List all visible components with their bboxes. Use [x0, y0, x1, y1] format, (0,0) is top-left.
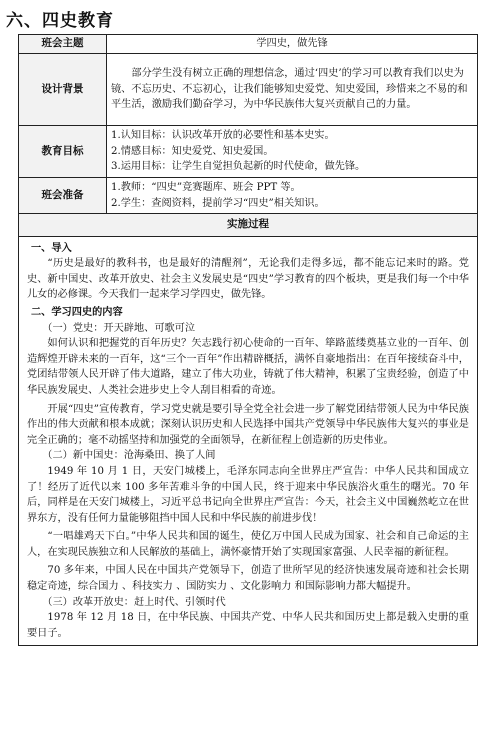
process-body [19, 236, 478, 646]
class-meeting-table [18, 34, 478, 646]
paragraph: 开展“四史”宣传教育，学习党史就是要引导全党全社会进一步了解党团结带领人民为中华民族作出的伟大贡献和根本成就；深刻认识历史和人民选择中国共产党领导中华民族伟大复兴的事业是完全正确的；毫不动摇坚持和加强党的全面领导，在新征程上创造新的历史伟业。 [27, 403, 469, 446]
paragraph: 1949 年 10 月 1 日，天安门城楼上，毛泽东同志向全世界庄严宣告：中华人民共和国成立了！经历了近代以来 100 多年苦难斗争的中国人民，终于迎来中华民族浴火重生的曙光。70 年后，同样是在天安门城楼上，习近平总书记向全世界庄严宣告：今天，社会主义中国巍然屹立在世界东方，没有任何力量能够阻挡中国人民和中华民族的前进步伐！ [27, 465, 469, 524]
row-process-body [19, 236, 478, 646]
goal-item: 1.认知目标：认识改革开放的必要性和基本史实。 [111, 130, 335, 142]
process-title: 实施过程 [19, 214, 478, 237]
background-text: 部分学生没有树立正确的理想信念，通过‘四史’的学习可以教育我们以史为镜、不忘历史、不忘初心，让我们能够知史爱党、知史爱国，珍惜来之不易的和平生活，激励我们勤奋学习，为中华民族伟大复兴贡献自己的力量。 [111, 68, 468, 111]
goal-item: 2.情感目标：知史爱党、知史爱国。 [111, 145, 274, 157]
label-background: 设计背景 [19, 54, 107, 126]
label-prep: 班会准备 [19, 178, 107, 214]
section-intro-title: 一、导入 [31, 242, 72, 254]
paragraph: 70 多年来，中国人民在中国共产党领导下，创造了世所罕见的经济快速发展奇迹和社会长期稳定奇迹，综合国力 、科技实力 、国防实力 、文化影响力 和国际影响力都大幅提升。 [27, 565, 469, 593]
row-process-title [19, 214, 478, 237]
section-content-title: 二、学习四史的内容 [31, 306, 123, 318]
subsection-title: （三）改革开放史：赶上时代、引领时代 [42, 596, 226, 608]
value-goals [107, 126, 478, 178]
prep-item: 1.教师：“四史”竞赛题库、班会 PPT 等。 [111, 181, 301, 193]
paragraph: 如何认识和把握党的百年历史？矢志践行初心使命的一百年、筚路蓝缕奠基立业的一百年、创造辉煌开辟未来的一百年，这“三个一百年”作出精辟概括，满怀自豪地指出：在百年接续奋斗中，党团结带领人民开辟了伟大道路，建立了伟大功业，铸就了伟大精神，积累了宝贵经验，创造了中华民族发展史、人类社会进步史上令人刮目相看的奇迹。 [27, 338, 469, 396]
value-background [107, 54, 478, 126]
label-goals: 教育目标 [19, 126, 107, 178]
paragraph: “一唱雄鸡天下白。”中华人民共和国的诞生，使亿万中国人民成为国家、社会和自己命运的主人，在实现民族独立和人民解放的基础上，满怀豪情开始了实现国家富强、人民幸福的新征程。 [27, 531, 469, 558]
row-theme [19, 35, 478, 54]
row-prep [19, 178, 478, 214]
prep-item: 2.学生：查阅资料，提前学习“四史”相关知识。 [111, 197, 325, 209]
paragraph: 1978 年 12 月 18 日，在中华民族、中国共产党、中华人民共和国历史上都是载入史册的重要日子。 [27, 612, 469, 639]
subsection-title: （一）党史：开天辟地、可歌可泣 [42, 322, 196, 334]
subsection-title: （二）新中国史：沧海桑田、换了人间 [42, 450, 216, 462]
value-theme: 学四史，做先锋 [107, 35, 478, 54]
label-theme: 班会主题 [19, 35, 107, 54]
goal-item: 3.运用目标：让学生自觉担负起新的时代使命，做先锋。 [111, 161, 366, 173]
section-heading: 六、四史教育 [6, 11, 114, 31]
row-goals [19, 126, 478, 178]
paragraph: “历史是最好的教科书，也是最好的清醒剂”，无论我们走得多远，都不能忘记来时的路。党史、新中国史、改革开放史、社会主义发展史是“四史”学习教育的四个板块，更是我们每一个中华儿女的必修课。今天我们一起来学习学四史，做先锋。 [27, 258, 469, 301]
row-background [19, 54, 478, 126]
value-prep [107, 178, 478, 214]
